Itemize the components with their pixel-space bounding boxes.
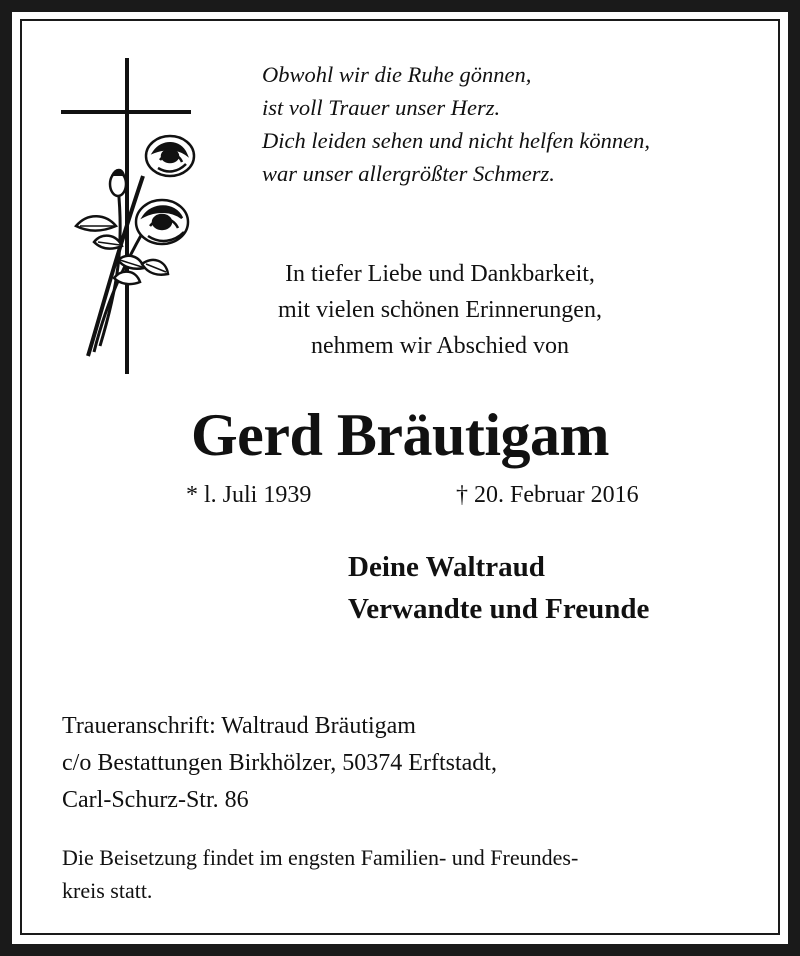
signoff-line: Verwandte und Freunde [348,593,650,625]
death-date: † 20. Februar 2016 [456,482,639,508]
intro-line: nehmem wir Abschied von [311,333,569,359]
burial-notice [62,841,578,907]
mourners-signoff [348,546,649,630]
notice-line: Die Beisetzung findet im engsten Familien- und Freundes- [62,845,579,870]
notice-line: kreis statt. [62,878,153,903]
poem-line: war unser allergrößter Schmerz. [262,161,555,186]
address-line: c/o Bestattungen Birkhölzer, 50374 Erftstadt, [62,750,497,776]
mourning-address [62,708,497,819]
poem-line: ist voll Trauer unser Herz. [262,95,501,120]
cross-with-roses-icon [58,56,198,378]
poem [262,58,762,190]
poem-line: Dich leiden sehen und nicht helfen können, [262,128,651,153]
address-line: Carl-Schurz-Str. 86 [62,787,249,813]
deceased-name: Gerd Bräutigam [191,402,609,468]
poem-line: Obwohl wir die Ruhe gönnen, [262,62,532,87]
signoff-line: Deine Waltraud [348,551,545,583]
farewell-intro [200,256,680,364]
address-line: Traueranschrift: Waltraud Bräutigam [62,713,416,739]
birth-date: * l. Juli 1939 [186,482,312,508]
intro-line: In tiefer Liebe und Dankbarkeit, [285,261,595,287]
intro-line: mit vielen schönen Erinnerungen, [278,297,602,323]
